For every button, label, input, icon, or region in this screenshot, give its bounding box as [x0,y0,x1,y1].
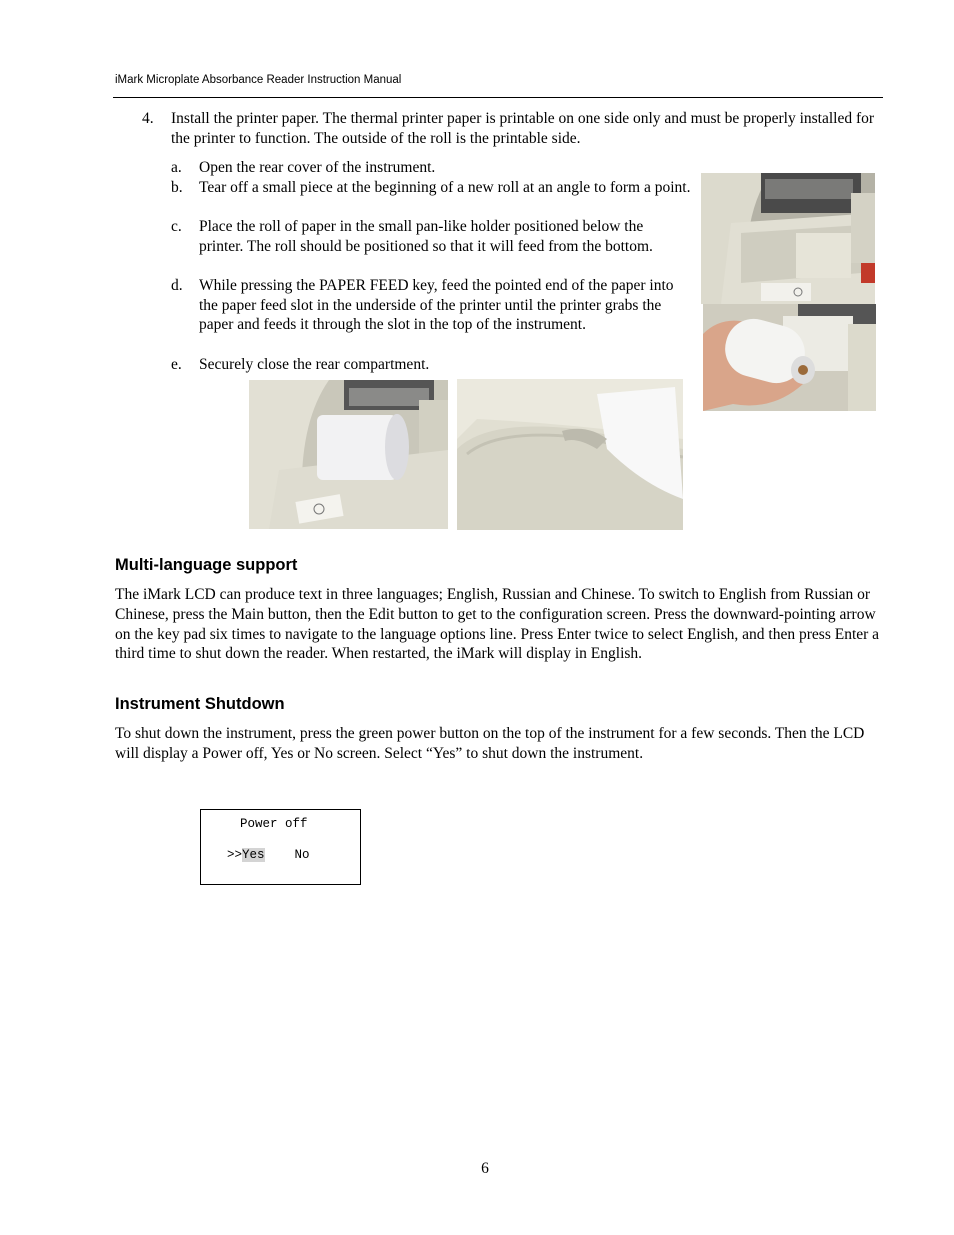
substep-a [171,158,691,178]
substep-text: Place the roll of paper in the small pan-like holder positioned below the printer. The roll should be positioned so that it will feed from the bottom. [199,218,653,255]
substep-text: Tear off a small piece at the beginning of a new roll at an angle to form a point. [199,179,691,196]
lcd-option-no: No [294,848,310,862]
lcd-line-power-off: Power off [240,817,308,831]
paragraph-multilang: The iMark LCD can produce text in three languages; English, Russian and Chinese. To switch to English from Russian or Chinese, press the Main button, then the Edit button to get to the configuration screen. Press the downward-pointing arrow on the key pad six times to navigate to the language options line. Press Enter twice to select English, and then press Enter a third time to shut down the reader. When restarted, the iMark will display in English. [115,586,880,663]
header-rule [113,97,883,98]
photo-hand-with-roll [703,304,876,411]
photo-rear-cover-open [701,173,875,304]
heading-shutdown: Instrument Shutdown [115,695,285,713]
step-4 [142,109,882,149]
heading-multilang: Multi-language support [115,556,298,574]
substep-text: Open the rear cover of the instrument. [199,159,436,176]
lcd-option-yes: Yes [242,848,265,862]
photo-paper-top-slot [457,379,683,530]
substep-letter: b. [171,179,183,196]
substep-letter: d. [171,277,183,294]
substep-c [171,217,691,256]
lcd-power-off-screen [200,809,361,885]
substep-text: Securely close the rear compartment. [199,356,430,373]
substep-letter: a. [171,159,182,176]
lcd-selector: >> [227,848,243,862]
page-number: 6 [481,1160,489,1177]
step-number: 4. [142,110,154,127]
substep-letter: c. [171,218,182,235]
substep-text: While pressing the PAPER FEED key, feed the pointed end of the paper into the paper feed slot in the underside of the printer until the printer grabs the paper and feeds it through the slot in the top of the instrument. [199,277,674,334]
substep-e [171,355,691,375]
photo-roll-in-holder [249,380,448,529]
running-header: iMark Microplate Absorbance Reader Instruction Manual [115,74,402,86]
substep-d [171,276,691,335]
paragraph-shutdown: To shut down the instrument, press the green power button on the top of the instrument for a few seconds. Then the LCD will display a Power off, Yes or No screen. Select “Yes” to shut down the instrument. [115,725,865,762]
step-text: Install the printer paper. The thermal printer paper is printable on one side only and must be properly installed for the printer to function. The outside of the roll is the printable side. [171,110,875,147]
substep-b [171,178,691,198]
lcd-line-options [227,848,310,862]
substep-letter: e. [171,356,182,373]
